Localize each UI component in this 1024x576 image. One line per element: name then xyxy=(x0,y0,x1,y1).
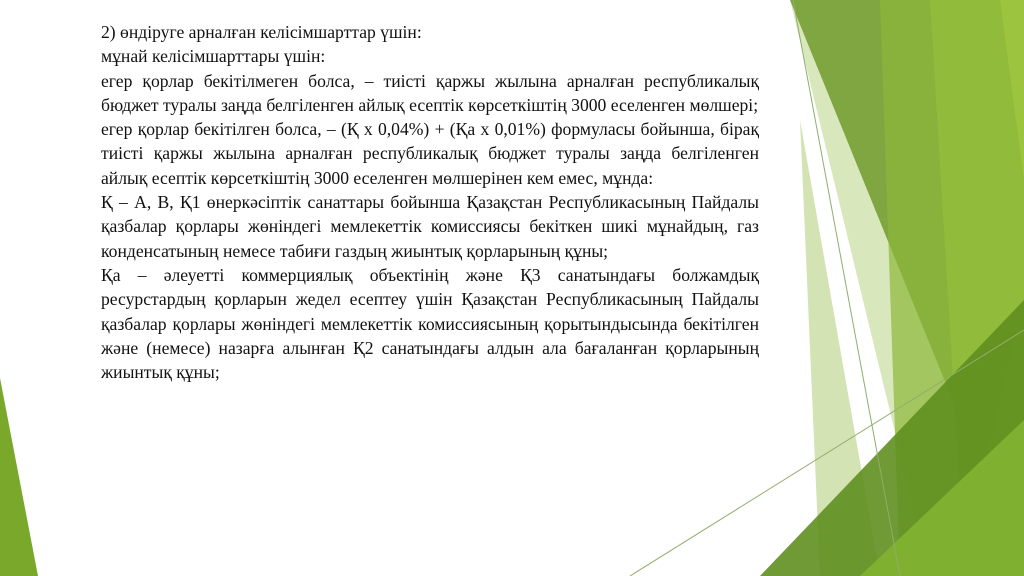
paragraph-definition-qa: Қа – әлеуетті коммерциялық объектінің және Қ3 санатындағы болжамдық ресурстардың қорларын жедел есептеу үшін Қазақстан Республикасының Пайдалы қазбалар қорлары жөніндегі мемлекеттік комиссиясының қорытындысында бекітілген және (немесе) назарға алынған Қ2 санатындағы алдын ала бағаланған қорларының жиынтық құны; xyxy=(101,264,759,383)
left-green-triangle xyxy=(0,378,38,576)
paragraph-reserves-approved: егер қорлар бекітілген болса, – (Қ х 0,04%) + (Қа х 0,01%) формуласы бойынша, бірақ тиісті қаржы жылына арналған республикалық бюджет туралы заңда белгіленген айлық есептік көрсеткіштің 3000 еселенген мөлшерінен кем емес, мұнда: xyxy=(101,119,759,188)
heading-oil-contracts: мұнай келісімшарттары үшін: xyxy=(101,46,326,67)
slide-text-body xyxy=(101,20,759,384)
paragraph-reserves-not-approved: егер қорлар бекітілмеген болса, – тиісті қаржы жылына арналған республикалық бюджет туралы заңда белгіленген айлық есептік көрсеткіштің 3000 еселенген мөлшері; xyxy=(101,70,759,115)
heading-extraction-contracts: 2) өндіруге арналған келісімшарттар үшін: xyxy=(101,22,422,42)
paragraph-definition-q: Қ – А, В, Қ1 өнеркәсіптік санаттары бойынша Қазақстан Республикасының Пайдалы қазбалар қорлары жөніндегі мемлекеттік комиссиясы бекіткен шикі мұнайдың, газ конденсатының немесе табиғи газдың жиынтық қорларының құны; xyxy=(101,192,759,261)
